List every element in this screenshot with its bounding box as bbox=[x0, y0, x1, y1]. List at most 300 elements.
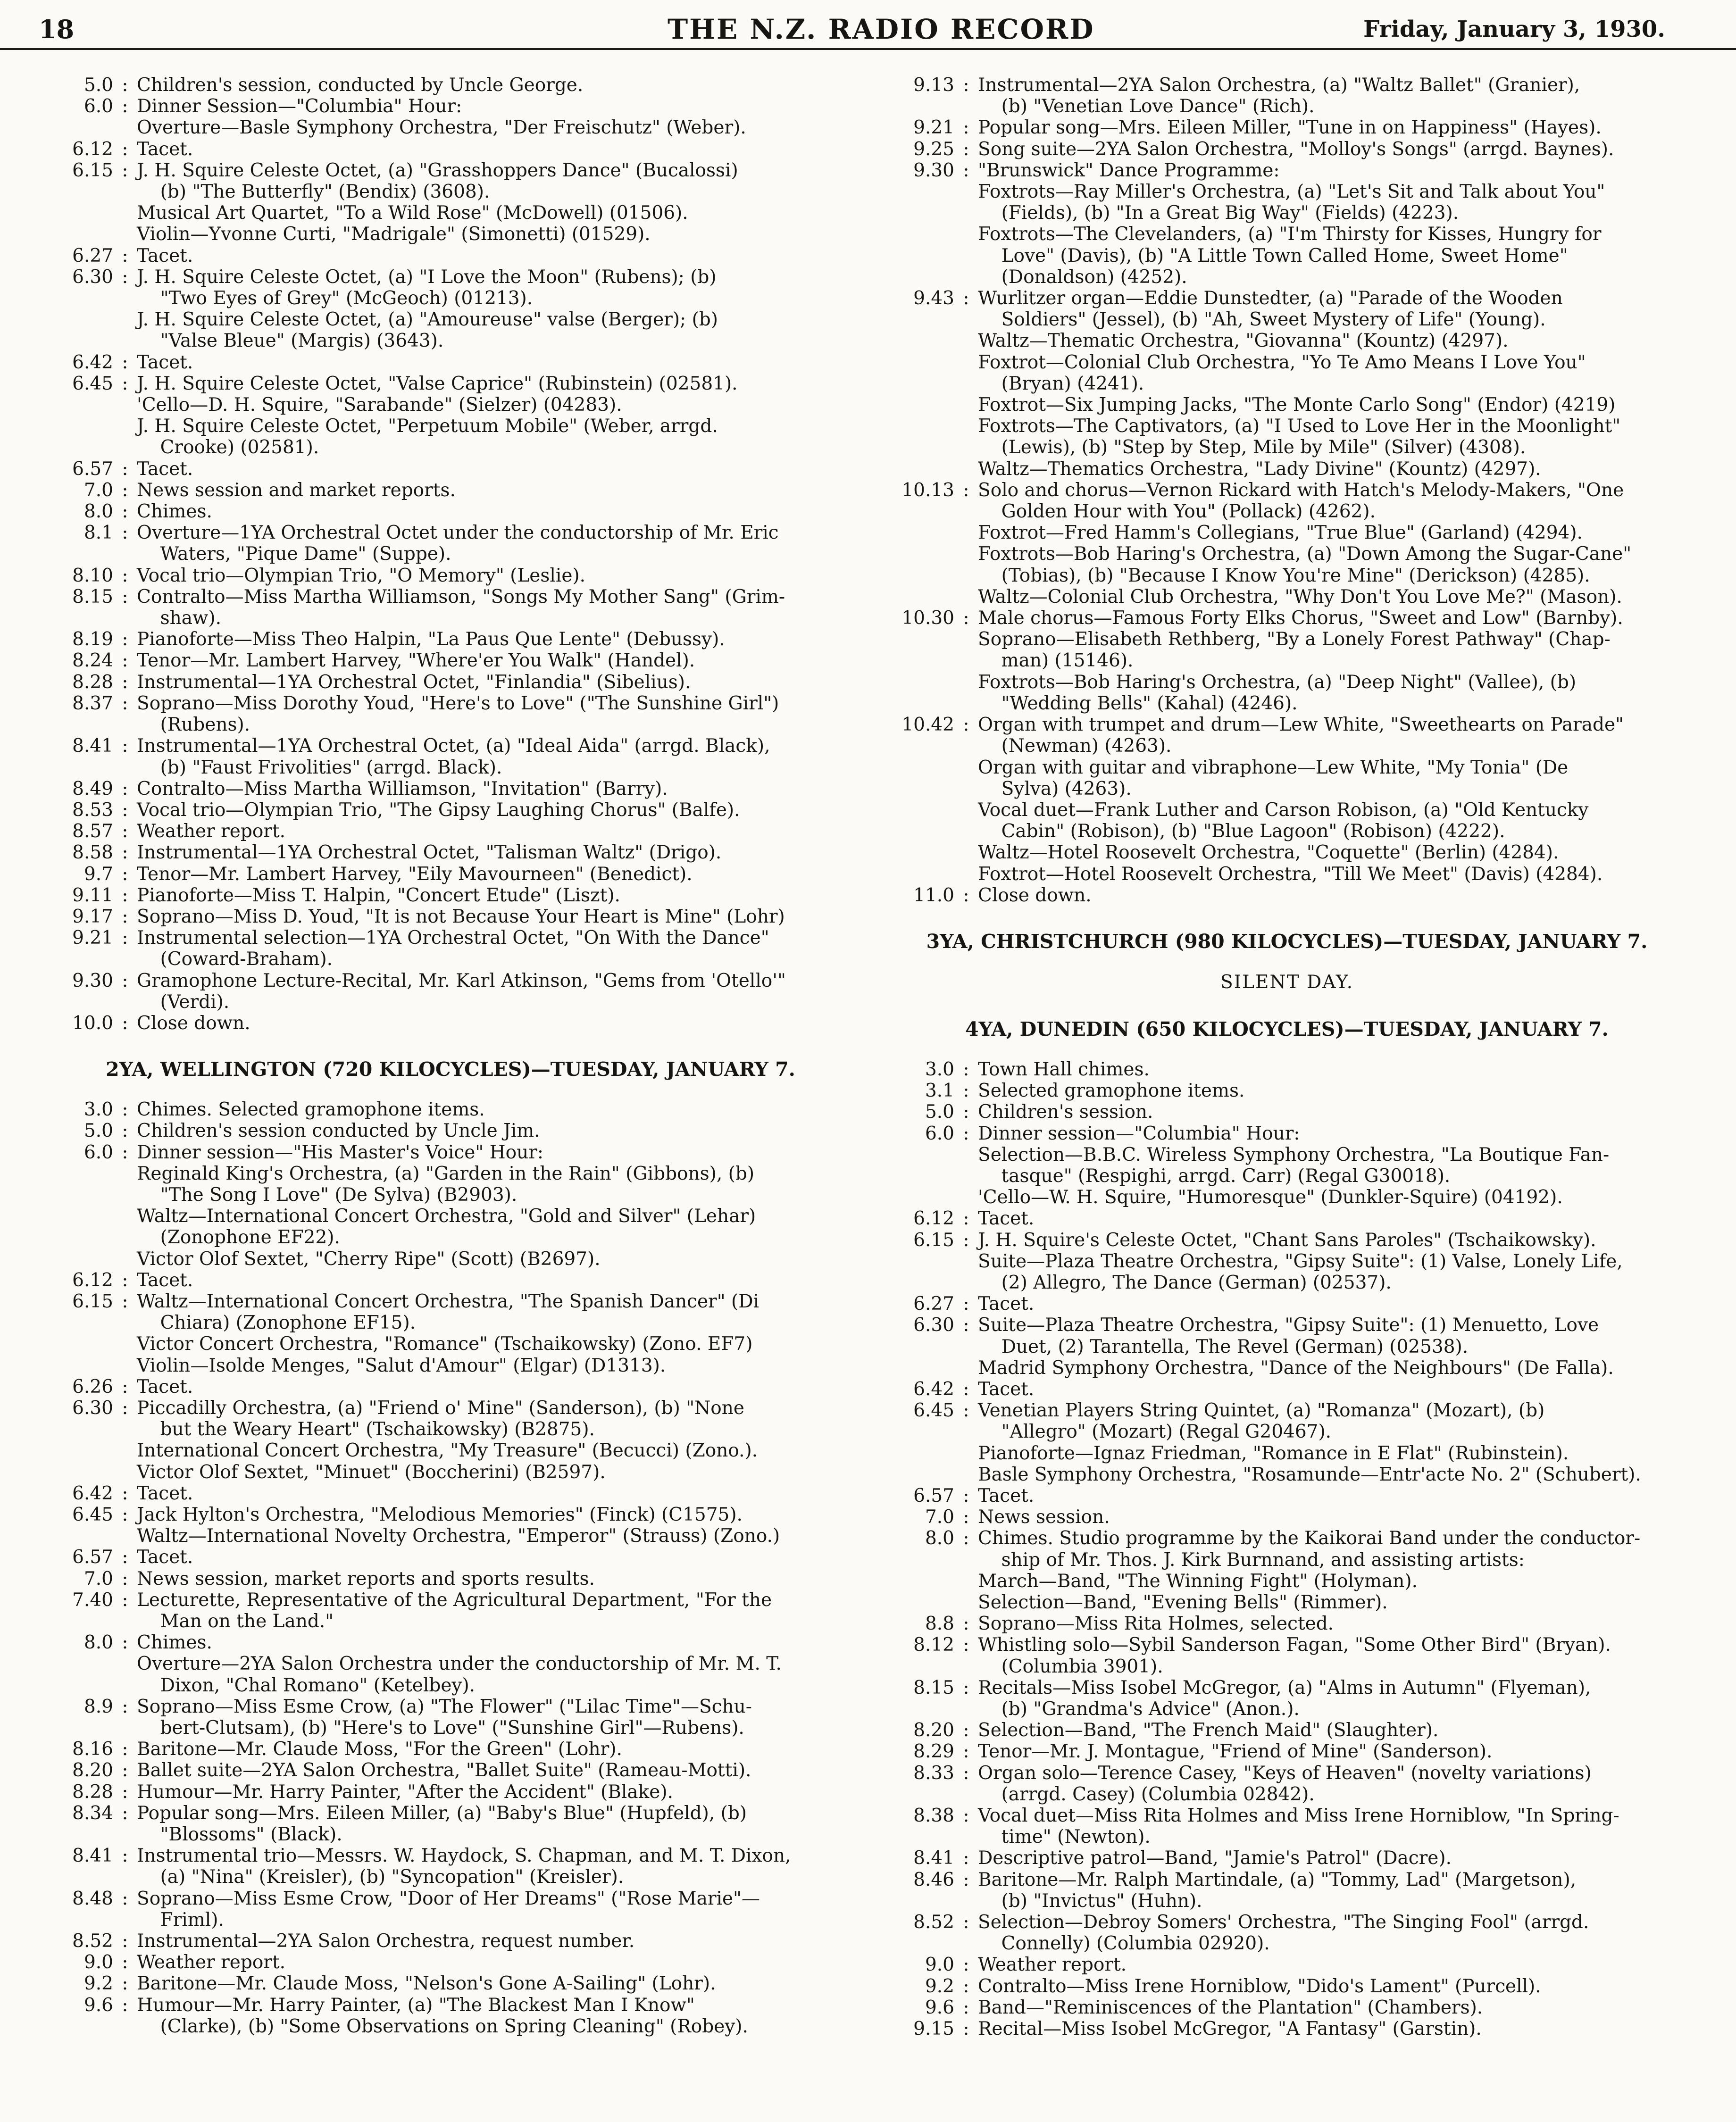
entry-time bbox=[886, 1187, 954, 1208]
entry-time bbox=[886, 1933, 954, 1954]
entry-time: 8.34 bbox=[72, 1802, 113, 1824]
schedule-entry: 3.0 : Chimes. Selected gramophone items. bbox=[45, 1099, 856, 1120]
entry-time: 6.0 bbox=[83, 1141, 113, 1163]
schedule-entry: 6.27 : Tacet. bbox=[45, 245, 856, 266]
entry-text: News session. bbox=[978, 1506, 1110, 1528]
entry-time bbox=[45, 309, 113, 330]
entry-text: Recitals—Miss Isobel McGregor, (a) "Alms in Autumn" (Flyeman), bbox=[978, 1677, 1591, 1698]
schedule-entry-continuation bbox=[886, 821, 1688, 842]
entry-text: Soprano—Miss Rita Holmes, selected. bbox=[978, 1613, 1334, 1635]
entry-text: (Lewis), (b) "Step by Step, Mile by Mile" (Silver) (4308). bbox=[978, 437, 1526, 458]
entry-text: Selection—Band, "Evening Bells" (Rimmer). bbox=[978, 1592, 1388, 1613]
entry-text: Tacet. bbox=[137, 1269, 193, 1291]
entry-text: 'Cello—W. H. Squire, "Humoresque" (Dunkler-Squire) (04192). bbox=[978, 1187, 1563, 1208]
schedule-entry: 6.12 : Tacet. bbox=[886, 1208, 1688, 1229]
entry-text: Tacet. bbox=[137, 1482, 193, 1504]
entry-time: 6.0 bbox=[83, 96, 113, 117]
entry-text: (Zonophone EF22). bbox=[137, 1227, 340, 1248]
entry-text: Organ with guitar and vibraphone—Lew White, "My Tonia" (De bbox=[978, 757, 1569, 778]
entry-text: bert-Clutsam), (b) "Here's to Love" ("Sunshine Girl"—Rubens). bbox=[137, 1717, 744, 1739]
entry-text: (2) Allegro, The Dance (German) (02537). bbox=[978, 1272, 1392, 1293]
schedule-entry: 7.40 : Lecturette, Representative of the Agricultural Department, "For the bbox=[45, 1589, 856, 1611]
schedule-entry: 6.26 : Tacet. bbox=[45, 1376, 856, 1398]
schedule-entry-continuation bbox=[45, 1525, 856, 1547]
entry-text: (Fields), (b) "In a Great Big Way" (Fields) (4223). bbox=[978, 202, 1459, 224]
entry-time bbox=[886, 586, 954, 607]
entry-text: Selection—Debroy Somers' Orchestra, "The Singing Fool" (arrgd. bbox=[978, 1912, 1589, 1933]
schedule-entry-continuation bbox=[886, 309, 1688, 330]
entry-time: 5.0 bbox=[83, 1120, 113, 1142]
entry-text: Town Hall chimes. bbox=[978, 1058, 1150, 1080]
schedule-entry-continuation bbox=[45, 1866, 856, 1888]
entry-text: Madrid Symphony Orchestra, "Dance of the Neighbours" (De Falla). bbox=[978, 1357, 1614, 1379]
entry-time: 8.33 bbox=[913, 1762, 954, 1784]
entry-time bbox=[45, 1206, 113, 1227]
entry-text: "Valse Bleue" (Margis) (3643). bbox=[137, 330, 444, 352]
entry-time bbox=[886, 352, 954, 373]
page-header bbox=[0, 0, 1736, 66]
entry-time: 6.30 bbox=[72, 266, 113, 288]
entry-time bbox=[886, 864, 954, 885]
entry-time bbox=[886, 309, 954, 330]
entry-time: 9.21 bbox=[72, 927, 113, 949]
entry-text: Selected gramophone items. bbox=[978, 1080, 1245, 1102]
entry-text: Duet, (2) Tarantella, The Revel (German) (02538). bbox=[978, 1336, 1469, 1357]
entry-text: Pianoforte—Miss T. Halpin, "Concert Etude" (Liszt). bbox=[137, 884, 620, 906]
entry-time: 8.49 bbox=[72, 778, 113, 799]
entry-time: 8.19 bbox=[72, 629, 113, 650]
entry-text: Waltz—Thematic Orchestra, "Giovanna" (Kountz) (4297). bbox=[978, 330, 1509, 352]
entry-text: Violin—Isolde Menges, "Salut d'Amour" (Elgar) (D1313). bbox=[137, 1355, 666, 1376]
schedule-entry: 6.15 : J. H. Squire's Celeste Octet, "Chant Sans Paroles" (Tschaikowsky). bbox=[886, 1230, 1688, 1251]
entry-time bbox=[45, 288, 113, 309]
entry-time: 6.42 bbox=[72, 351, 113, 373]
schedule-entry: 9.2 : Baritone—Mr. Claude Moss, "Nelson's Gone A-Sailing" (Lohr). bbox=[45, 1973, 856, 1994]
entry-text: News session and market reports. bbox=[137, 479, 456, 501]
schedule-entry: 7.0 : News session and market reports. bbox=[45, 480, 856, 501]
entry-time: 7.0 bbox=[83, 479, 113, 501]
entry-text: (b) "Venetian Love Dance" (Rich). bbox=[978, 96, 1315, 117]
entry-text: Popular song—Mrs. Eileen Miller, "Tune in on Happiness" (Hayes). bbox=[978, 117, 1602, 139]
entry-time bbox=[886, 1464, 954, 1485]
schedule-entry-continuation bbox=[45, 437, 856, 458]
issue-date: Friday, January 3, 1930. bbox=[1363, 16, 1665, 42]
entry-time: 6.15 bbox=[72, 1290, 113, 1312]
schedule-entry-continuation bbox=[886, 501, 1688, 522]
entry-text: "Two Eyes of Grey" (McGeoch) (01213). bbox=[137, 288, 533, 309]
schedule-entry: 9.17 : Soprano—Miss D. Youd, "It is not Because Your Heart is Mine" (Lohr) bbox=[45, 906, 856, 927]
entry-time: 7.0 bbox=[925, 1506, 954, 1528]
entry-time bbox=[886, 202, 954, 224]
schedule-entry: 6.15 : Waltz—International Concert Orchestra, "The Spanish Dancer" (Di bbox=[45, 1291, 856, 1312]
entry-text: J. H. Squire Celeste Octet, (a) "Grasshoppers Dance" (Bucalossi) bbox=[137, 159, 738, 181]
schedule-entry-continuation bbox=[886, 330, 1688, 351]
schedule-entry: 6.0 : Dinner session—"Columbia" Hour: bbox=[886, 1123, 1688, 1144]
schedule-entry-continuation bbox=[45, 1675, 856, 1696]
entry-text: Recital—Miss Isobel McGregor, "A Fantasy" (Garstin). bbox=[978, 2018, 1482, 2040]
entry-text: Foxtrot—Hotel Roosevelt Orchestra, "Till We Meet" (Davis) (4284). bbox=[978, 863, 1603, 885]
entry-time bbox=[45, 1419, 113, 1440]
schedule-entry-continuation bbox=[886, 1272, 1688, 1293]
entry-time: 8.48 bbox=[72, 1888, 113, 1909]
schedule-entry-continuation bbox=[886, 1890, 1688, 1912]
schedule-entry: 10.42 : Organ with trumpet and drum—Lew White, "Sweethearts on Parade" bbox=[886, 714, 1688, 735]
entry-text: "Blossoms" (Black). bbox=[137, 1824, 342, 1846]
entry-time: 8.0 bbox=[83, 501, 113, 523]
entry-time bbox=[886, 1251, 954, 1272]
entry-text: J. H. Squire Celeste Octet, (a) "I Love the Moon" (Rubens); (b) bbox=[137, 266, 717, 288]
schedule-entry: 8.10 : Vocal trio—Olympian Trio, "O Memory" (Leslie). bbox=[45, 565, 856, 586]
entry-text: Chimes. bbox=[137, 501, 212, 523]
entry-text: Cabin" (Robison), (b) "Blue Lagoon" (Robison) (4222). bbox=[978, 821, 1505, 842]
schedule-entry-continuation bbox=[886, 842, 1688, 863]
entry-time bbox=[45, 1355, 113, 1376]
schedule-entry: 8.0 : Chimes. Studio programme by the Kaikorai Band under the conductor- bbox=[886, 1528, 1688, 1549]
schedule-entry-continuation bbox=[886, 799, 1688, 821]
entry-text: Close down. bbox=[978, 884, 1092, 906]
schedule-entry: 8.52 : Instrumental—2YA Salon Orchestra, request number. bbox=[45, 1931, 856, 1952]
schedule-entry-continuation bbox=[886, 1187, 1688, 1208]
entry-text: J. H. Squire's Celeste Octet, "Chant Sans Paroles" (Tschaikowsky). bbox=[978, 1229, 1596, 1251]
entry-time: 8.57 bbox=[72, 821, 113, 842]
entry-text: Tenor—Mr. Lambert Harvey, "Eily Mavourneen" (Benedict). bbox=[137, 863, 693, 885]
entry-text: Selection—B.B.C. Wireless Symphony Orchestra, "La Boutique Fan- bbox=[978, 1144, 1610, 1165]
entry-text: (Newman) (4263). bbox=[978, 735, 1172, 757]
entry-time bbox=[886, 245, 954, 266]
right-column bbox=[886, 75, 1688, 2039]
schedule-entry-continuation bbox=[45, 1462, 856, 1483]
entry-time bbox=[45, 202, 113, 224]
entry-text: News session, market reports and sports results. bbox=[137, 1568, 595, 1589]
schedule-entry: 8.9 : Soprano—Miss Esme Crow, (a) "The Flower" ("Lilac Time"—Schu- bbox=[45, 1696, 856, 1717]
schedule-entry: 8.0 : Chimes. bbox=[45, 1632, 856, 1653]
entry-time bbox=[886, 501, 954, 522]
schedule-entry: 9.2 : Contralto—Miss Irene Horniblow, "Dido's Lament" (Purcell). bbox=[886, 1976, 1688, 1997]
schedule-entry: 8.48 : Soprano—Miss Esme Crow, "Door of Her Dreams" ("Rose Marie"— bbox=[45, 1888, 856, 1909]
entry-time bbox=[45, 330, 113, 351]
entry-time: 10.30 bbox=[901, 607, 954, 629]
schedule-entry: 8.46 : Baritone—Mr. Ralph Martindale, (a) "Tommy, Lad" (Margetson), bbox=[886, 1869, 1688, 1890]
entry-text: Foxtrots—Bob Haring's Orchestra, (a) "Deep Night" (Vallee), (b) bbox=[978, 671, 1577, 693]
entry-text: J. H. Squire Celeste Octet, "Perpetuum Mobile" (Weber, arrgd. bbox=[137, 416, 718, 437]
schedule-entry-continuation bbox=[45, 1163, 856, 1184]
entry-text: Soprano—Miss Esme Crow, (a) "The Flower" ("Lilac Time"—Schu- bbox=[137, 1696, 752, 1717]
entry-text: Weather report. bbox=[137, 821, 286, 842]
entry-time bbox=[886, 1165, 954, 1187]
schedule-entry: 8.33 : Organ solo—Terence Casey, "Keys of Heaven" (novelty variations) bbox=[886, 1763, 1688, 1784]
entry-time bbox=[886, 266, 954, 288]
schedule-entry-continuation bbox=[886, 96, 1688, 117]
entry-text: Victor Concert Orchestra, "Romance" (Tschaikowsky) (Zono. EF7) bbox=[137, 1333, 753, 1355]
entry-text: Selection—Band, "The French Maid" (Slaughter). bbox=[978, 1720, 1439, 1741]
schedule-entry: 8.28 : Humour—Mr. Harry Painter, "After the Accident" (Blake). bbox=[45, 1781, 856, 1803]
entry-text: Popular song—Mrs. Eileen Miller, (a) "Baby's Blue" (Hupfeld), (b) bbox=[137, 1802, 747, 1824]
schedule-entry-continuation bbox=[45, 1909, 856, 1931]
schedule-entry-continuation bbox=[45, 1355, 856, 1376]
schedule-entry-continuation bbox=[886, 224, 1688, 245]
entry-time: 8.20 bbox=[913, 1720, 954, 1741]
entry-time: 8.12 bbox=[913, 1634, 954, 1656]
schedule-entry: 6.57 : Tacet. bbox=[886, 1485, 1688, 1506]
entry-time bbox=[886, 1698, 954, 1720]
entry-time: 8.9 bbox=[83, 1696, 113, 1717]
entry-time: 9.17 bbox=[72, 906, 113, 927]
entry-text: "Allegro" (Mozart) (Regal G20467). bbox=[978, 1421, 1332, 1443]
entry-time bbox=[886, 373, 954, 394]
entry-text: Tacet. bbox=[978, 1293, 1035, 1315]
schedule-entry: 7.0 : News session, market reports and sports results. bbox=[45, 1568, 856, 1589]
schedule-entry: 9.25 : Song suite—2YA Salon Orchestra, "Molloy's Songs" (arrgd. Baynes). bbox=[886, 139, 1688, 160]
entry-time bbox=[45, 224, 113, 245]
entry-text: but the Weary Heart" (Tschaikowsky) (B2875). bbox=[137, 1419, 595, 1440]
entry-time bbox=[45, 1866, 113, 1888]
schedule-entry-continuation bbox=[886, 394, 1688, 416]
schedule-entry-continuation bbox=[45, 2016, 856, 2037]
schedule-entry: 8.16 : Baritone—Mr. Claude Moss, "For the Green" (Lohr). bbox=[45, 1739, 856, 1760]
schedule-entry: 5.0 : Children's session, conducted by Uncle George. bbox=[45, 75, 856, 96]
entry-text: (Rubens). bbox=[137, 714, 250, 736]
schedule-entry: 9.6 : Band—"Reminiscences of the Plantation" (Chambers). bbox=[886, 1997, 1688, 2018]
entry-time bbox=[886, 1443, 954, 1464]
schedule-entry-continuation bbox=[45, 330, 856, 351]
schedule-entry-continuation bbox=[886, 757, 1688, 778]
entry-time bbox=[886, 1656, 954, 1677]
schedule-entry-continuation bbox=[886, 1592, 1688, 1613]
entry-text: Gramophone Lecture-Recital, Mr. Karl Atkinson, "Gems from 'Otello'" bbox=[137, 970, 786, 991]
entry-time bbox=[45, 1675, 113, 1696]
schedule-entry: 6.42 : Tacet. bbox=[45, 1483, 856, 1504]
schedule-entry: 8.38 : Vocal duet—Miss Rita Holmes and Miss Irene Horniblow, "In Spring- bbox=[886, 1805, 1688, 1826]
schedule-entry-continuation bbox=[45, 309, 856, 330]
entry-text: Waltz—International Novelty Orchestra, "Emperor" (Strauss) (Zono.) bbox=[137, 1525, 780, 1547]
entry-text: Pianoforte—Miss Theo Halpin, "La Paus Que Lente" (Debussy). bbox=[137, 629, 725, 650]
entry-text: March—Band, "The Winning Fight" (Holyman). bbox=[978, 1570, 1418, 1592]
entry-time bbox=[886, 416, 954, 437]
entry-text: (Verdi). bbox=[137, 991, 230, 1013]
schedule-entry-continuation bbox=[45, 1824, 856, 1845]
schedule-entry-continuation bbox=[45, 1206, 856, 1227]
schedule-entry-continuation bbox=[45, 416, 856, 437]
station-heading: 4YA, DUNEDIN (650 KILOCYCLES)—TUESDAY, JANUARY 7. bbox=[965, 1017, 1609, 1040]
entry-text: Waltz—International Concert Orchestra, "Gold and Silver" (Lehar) bbox=[137, 1206, 756, 1227]
schedule-entry-continuation bbox=[886, 245, 1688, 266]
entry-text: Dinner Session—"Columbia" Hour: bbox=[137, 96, 462, 117]
entry-time bbox=[886, 224, 954, 245]
entry-text: Children's session, conducted by Uncle George. bbox=[137, 75, 584, 96]
entry-time bbox=[45, 1440, 113, 1461]
entry-time: 6.15 bbox=[913, 1229, 954, 1251]
entry-time: 8.15 bbox=[72, 586, 113, 607]
schedule-entry: 8.20 : Selection—Band, "The French Maid" (Slaughter). bbox=[886, 1720, 1688, 1741]
entry-text: Baritone—Mr. Claude Moss, "Nelson's Gone A-Sailing" (Lohr). bbox=[137, 1973, 716, 1995]
schedule-entry-continuation bbox=[45, 714, 856, 735]
schedule-entry-continuation bbox=[45, 991, 856, 1013]
entry-text: Golden Hour with You" (Pollack) (4262). bbox=[978, 501, 1376, 523]
entry-time: 6.12 bbox=[72, 138, 113, 160]
schedule-entry-continuation bbox=[886, 1443, 1688, 1464]
schedule-entry: 8.29 : Tenor—Mr. J. Montague, "Friend of Mine" (Sanderson). bbox=[886, 1741, 1688, 1762]
entry-text: shaw). bbox=[137, 607, 221, 629]
entry-time bbox=[886, 181, 954, 202]
entry-text: Overture—2YA Salon Orchestra under the conductorship of Mr. M. T. bbox=[137, 1653, 782, 1675]
entry-time: 6.42 bbox=[913, 1378, 954, 1400]
entry-time bbox=[886, 1826, 954, 1847]
schedule-entry-continuation bbox=[886, 1571, 1688, 1592]
entry-time: 8.46 bbox=[913, 1869, 954, 1890]
schedule-entry: 6.57 : Tacet. bbox=[45, 1547, 856, 1568]
entry-time bbox=[45, 1653, 113, 1674]
schedule-entry-continuation bbox=[886, 693, 1688, 714]
entry-text: Instrumental selection—1YA Orchestral Octet, "On With the Dance" bbox=[137, 927, 769, 949]
entry-time bbox=[45, 1717, 113, 1739]
schedule-entry: 8.12 : Whistling solo—Sybil Sanderson Fagan, "Some Other Bird" (Bryan). bbox=[886, 1634, 1688, 1656]
schedule-entry: 5.0 : Children's session conducted by Uncle Jim. bbox=[45, 1120, 856, 1141]
entry-time: 8.41 bbox=[913, 1847, 954, 1869]
entry-text: Suite—Plaza Theatre Orchestra, "Gipsy Suite": (1) Valse, Lonely Life, bbox=[978, 1250, 1623, 1272]
entry-time: 8.58 bbox=[72, 842, 113, 864]
entry-text: Vocal duet—Miss Rita Holmes and Miss Irene Horniblow, "In Spring- bbox=[978, 1805, 1619, 1827]
entry-time: 10.0 bbox=[72, 1012, 113, 1034]
schedule-entry-continuation bbox=[886, 458, 1688, 480]
entry-time bbox=[45, 2016, 113, 2037]
entry-time: 6.57 bbox=[913, 1485, 954, 1506]
entry-time bbox=[886, 96, 954, 117]
schedule-entry-continuation bbox=[886, 1549, 1688, 1571]
schedule-entry: 8.1 : Overture—1YA Orchestral Octet under the conductorship of Mr. Eric bbox=[45, 522, 856, 543]
entry-text: Band—"Reminiscences of the Plantation" (Chambers). bbox=[978, 1997, 1483, 2018]
schedule-entry: 5.0 : Children's session. bbox=[886, 1101, 1688, 1123]
entry-text: Wurlitzer organ—Eddie Dunstedter, (a) "Parade of the Wooden bbox=[978, 288, 1563, 309]
schedule-entry-continuation bbox=[886, 373, 1688, 394]
entry-text: Tacet. bbox=[137, 138, 193, 160]
schedule-entry-continuation bbox=[886, 586, 1688, 607]
entry-text: Chiara) (Zonophone EF15). bbox=[137, 1312, 416, 1334]
schedule-entry-continuation bbox=[886, 202, 1688, 224]
entry-text: Foxtrots—The Captivators, (a) "I Used to Love Her in the Moonlight" bbox=[978, 416, 1621, 437]
entry-text: Weather report. bbox=[978, 1954, 1127, 1976]
entry-text: Soprano—Miss Dorothy Youd, "Here's to Love" ("The Sunshine Girl") bbox=[137, 692, 779, 714]
entry-time: 9.0 bbox=[83, 1952, 113, 1973]
entry-time bbox=[886, 458, 954, 480]
entry-text: Tacet. bbox=[137, 351, 193, 373]
schedule-entry: 6.45 : Venetian Players String Quintet, (a) "Romanza" (Mozart), (b) bbox=[886, 1400, 1688, 1421]
left-column bbox=[45, 75, 856, 2037]
schedule-entry-continuation bbox=[45, 1333, 856, 1355]
schedule-entry: 6.12 : Tacet. bbox=[45, 139, 856, 160]
schedule-entry: 8.19 : Pianoforte—Miss Theo Halpin, "La Paus Que Lente" (Debussy). bbox=[45, 629, 856, 650]
schedule-entry-continuation bbox=[45, 1419, 856, 1440]
schedule-entry-continuation bbox=[886, 437, 1688, 458]
schedule-entry: 8.20 : Ballet suite—2YA Salon Orchestra, "Ballet Suite" (Rameau-Motti). bbox=[45, 1760, 856, 1781]
schedule-entry-continuation bbox=[886, 778, 1688, 799]
entry-time: 6.57 bbox=[72, 1547, 113, 1568]
schedule-entry-continuation bbox=[886, 565, 1688, 586]
schedule-entry-continuation bbox=[45, 949, 856, 970]
entry-text: Victor Olof Sextet, "Minuet" (Boccherini) (B2597). bbox=[137, 1461, 606, 1483]
schedule-entry-continuation bbox=[45, 224, 856, 245]
entry-text: Foxtrot—Six Jumping Jacks, "The Monte Carlo Song" (Endor) (4219) bbox=[978, 394, 1616, 416]
entry-text: (Coward-Braham). bbox=[137, 949, 333, 970]
entry-time bbox=[45, 757, 113, 778]
schedule-entry: 7.0 : News session. bbox=[886, 1506, 1688, 1528]
schedule-entry: 11.0 : Close down. bbox=[886, 885, 1688, 906]
entry-time: 6.45 bbox=[72, 1504, 113, 1525]
schedule-entry: 8.24 : Tenor—Mr. Lambert Harvey, "Where'er You Walk" (Handel). bbox=[45, 650, 856, 671]
entry-text: Weather report. bbox=[137, 1952, 286, 1973]
page-number: 18 bbox=[39, 14, 75, 44]
entry-text: Instrumental—1YA Orchestral Octet, (a) "Ideal Aida" (arrgd. Black), bbox=[137, 735, 770, 757]
entry-time bbox=[45, 1909, 113, 1931]
schedule-entry-continuation bbox=[45, 202, 856, 224]
publication-title: THE N.Z. RADIO RECORD bbox=[668, 13, 1095, 45]
entry-text: Children's session. bbox=[978, 1101, 1153, 1123]
schedule-entry: 9.30 : "Brunswick" Dance Programme: bbox=[886, 160, 1688, 181]
entry-text: Friml). bbox=[137, 1909, 224, 1931]
entry-time: 6.12 bbox=[72, 1269, 113, 1291]
entry-time: 9.21 bbox=[913, 117, 954, 139]
entry-time bbox=[45, 437, 113, 458]
entry-time: 9.6 bbox=[83, 1994, 113, 2016]
schedule-entry-continuation bbox=[45, 543, 856, 565]
entry-time: 8.28 bbox=[72, 671, 113, 693]
schedule-entry: 6.42 : Tacet. bbox=[45, 352, 856, 373]
entry-text: Instrumental—2YA Salon Orchestra, request number. bbox=[137, 1931, 635, 1952]
schedule-entry: 3.0 : Town Hall chimes. bbox=[886, 1059, 1688, 1080]
schedule-entry: 8.41 : Descriptive patrol—Band, "Jamie's Patrol" (Dacre). bbox=[886, 1847, 1688, 1869]
schedule-entry: 10.30 : Male chorus—Famous Forty Elks Chorus, "Sweet and Low" (Barnby). bbox=[886, 607, 1688, 629]
schedule-entry-continuation bbox=[886, 650, 1688, 671]
schedule-entry-continuation bbox=[886, 1826, 1688, 1847]
entry-text: "The Song I Love" (De Sylva) (B2903). bbox=[137, 1184, 517, 1206]
entry-time bbox=[886, 1421, 954, 1442]
entry-text: Waltz—International Concert Orchestra, "The Spanish Dancer" (Di bbox=[137, 1290, 759, 1312]
schedule-entry-continuation bbox=[886, 1933, 1688, 1954]
entry-time bbox=[45, 394, 113, 416]
schedule-entry-continuation bbox=[45, 1184, 856, 1206]
schedule-entry-continuation bbox=[886, 416, 1688, 437]
entry-text: Crooke) (02581). bbox=[137, 437, 319, 458]
entry-time: 9.2 bbox=[83, 1973, 113, 1995]
entry-text: Tacet. bbox=[978, 1378, 1035, 1400]
entry-text: Baritone—Mr. Claude Moss, "For the Green" (Lohr). bbox=[137, 1739, 622, 1760]
schedule-entry-continuation bbox=[886, 522, 1688, 543]
entry-text: (Donaldson) (4252). bbox=[978, 266, 1187, 288]
entry-text: Tacet. bbox=[137, 1547, 193, 1568]
schedule-entry: 8.58 : Instrumental—1YA Orchestral Octet, "Talisman Waltz" (Drigo). bbox=[45, 842, 856, 863]
schedule-entry-continuation bbox=[886, 543, 1688, 565]
entry-text: Overture—1YA Orchestral Octet under the conductorship of Mr. Eric bbox=[137, 522, 779, 544]
entry-time bbox=[45, 1227, 113, 1248]
schedule-entry: 9.21 : Popular song—Mrs. Eileen Miller, "Tune in on Happiness" (Hayes). bbox=[886, 117, 1688, 138]
schedule-entry: 3.1 : Selected gramophone items. bbox=[886, 1080, 1688, 1101]
entry-text: (Bryan) (4241). bbox=[978, 373, 1144, 394]
entry-time: 9.30 bbox=[913, 159, 954, 181]
entry-time bbox=[45, 1163, 113, 1184]
entry-text: Ballet suite—2YA Salon Orchestra, "Ballet Suite" (Rameau-Motti). bbox=[137, 1760, 751, 1781]
entry-time bbox=[886, 757, 954, 778]
entry-time: 8.29 bbox=[913, 1741, 954, 1763]
entry-text: Close down. bbox=[137, 1012, 250, 1034]
entry-text: time" (Newton). bbox=[978, 1826, 1151, 1848]
entry-time: 3.1 bbox=[925, 1080, 954, 1102]
entry-text: Suite—Plaza Theatre Orchestra, "Gipsy Suite": (1) Menuetto, Love bbox=[978, 1315, 1599, 1336]
station-note: SILENT DAY. bbox=[1220, 971, 1353, 993]
entry-text: Vocal trio—Olympian Trio, "The Gipsy Laughing Chorus" (Balfe). bbox=[137, 799, 740, 821]
entry-time: 6.27 bbox=[72, 245, 113, 266]
schedule-entry-continuation bbox=[45, 607, 856, 629]
entry-text: Vocal duet—Frank Luther and Carson Robison, (a) "Old Kentucky bbox=[978, 799, 1589, 821]
entry-time: 8.15 bbox=[913, 1677, 954, 1698]
